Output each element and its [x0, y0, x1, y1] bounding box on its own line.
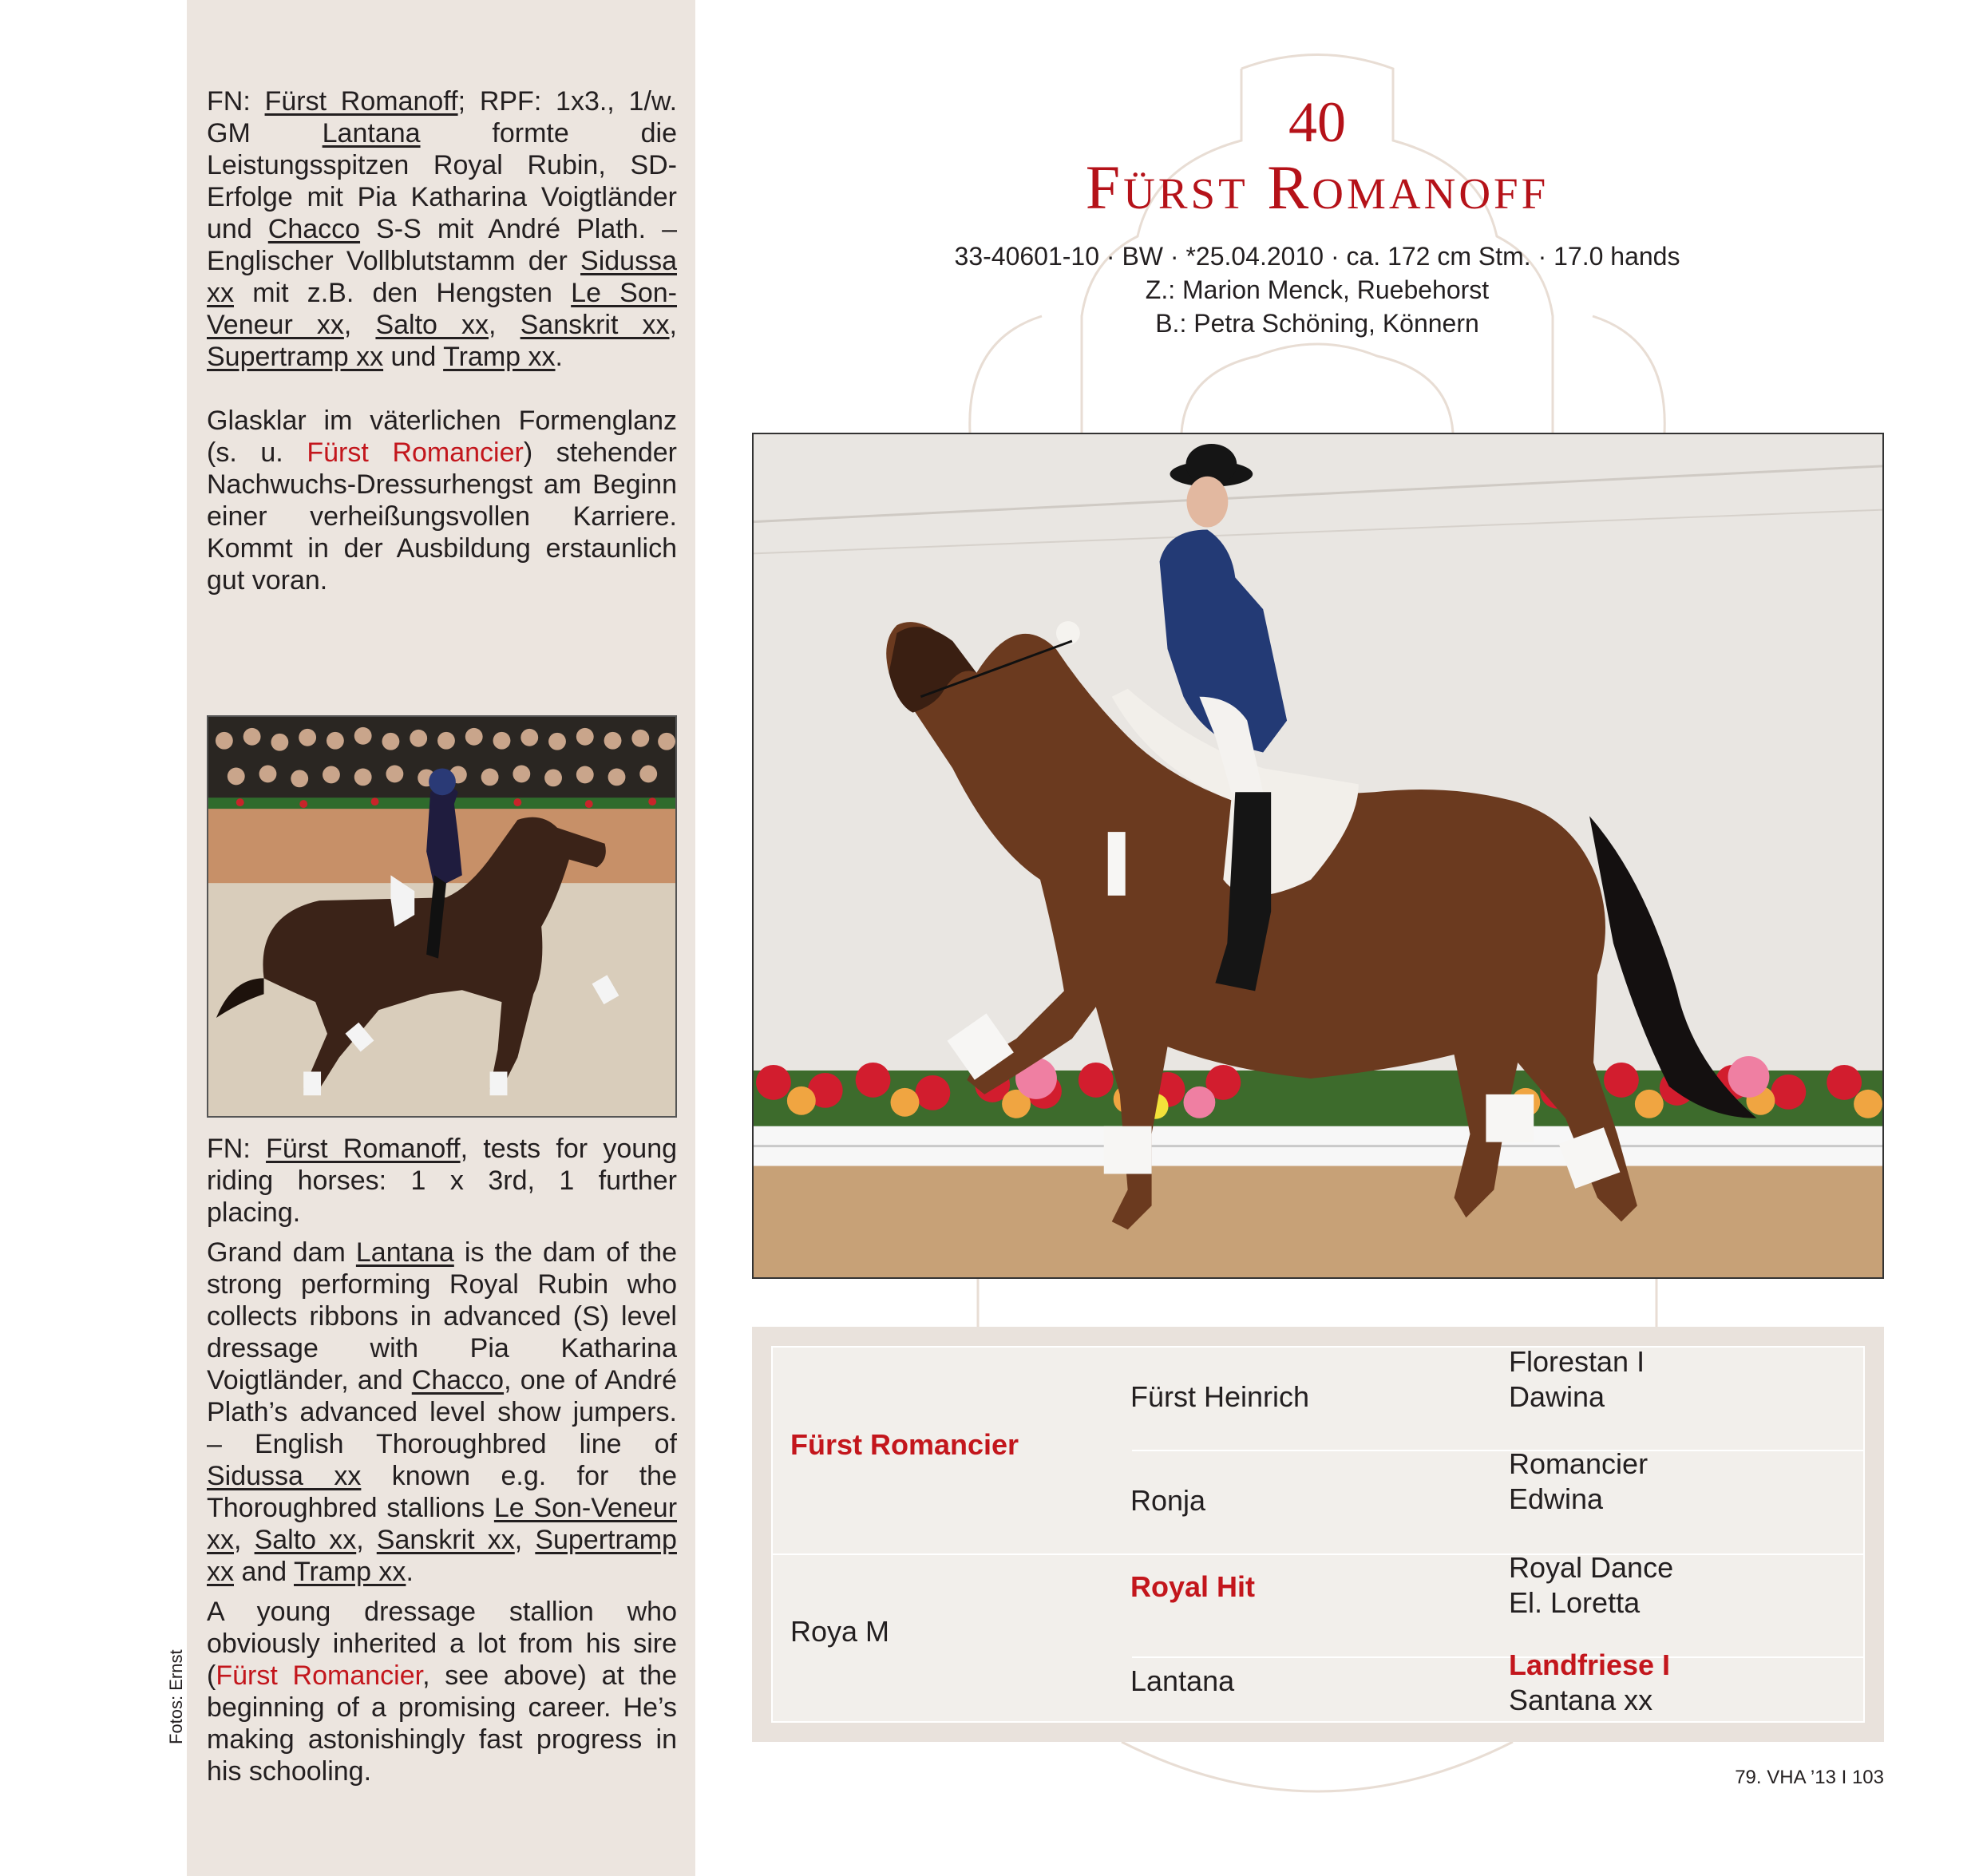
english-paragraph: [207, 1133, 677, 1229]
horse-name: Fürst Romanoff: [1085, 152, 1550, 222]
registration-line: 33-40601-10 · BW · *25.04.2010 · ca. 172 cm Stm. · 17.0 hands: [954, 242, 1680, 271]
highlighted-name: Fürst Romancier: [307, 437, 524, 468]
pedigree-g3: Romancier: [1509, 1447, 1649, 1480]
pedigree-g3: Edwina: [1509, 1482, 1604, 1515]
underlined-name: Tramp xx: [443, 342, 556, 372]
text-run: .: [406, 1557, 414, 1587]
english-paragraph: [207, 1596, 677, 1787]
secondary-photo: [207, 715, 677, 1118]
underlined-name: Supertramp xx: [207, 342, 384, 372]
text-run: Glasklar im väterlichen Formenglanz (s. u.: [207, 406, 677, 468]
text-run: formte die Leistungsspitzen Royal Rubin, SD-Erfolge mit Pia Katharina Voigtländer und: [207, 118, 678, 244]
text-run: FN:: [207, 1134, 267, 1164]
text-run: Grand dam: [207, 1237, 356, 1268]
underlined-name: Chacco: [411, 1365, 505, 1395]
text-run: ,: [514, 1525, 536, 1555]
pedigree-divider: [1132, 1450, 1863, 1451]
pedigree-g3: El. Loretta: [1509, 1586, 1641, 1619]
pedigree-g3: Dawina: [1509, 1380, 1605, 1413]
pedigree-g3: Landfriese I: [1509, 1648, 1671, 1681]
text-run: A young dressage stallion who obviously inherited a lot from his sire (: [207, 1597, 677, 1691]
english-description: [207, 1133, 677, 1787]
owner-line: B.: Petra Schöning, Könnern: [1155, 309, 1479, 338]
text-run: und: [383, 342, 444, 372]
pedigree-dam: Roya M: [790, 1615, 890, 1648]
underlined-name: Supertramp xx: [207, 1525, 677, 1587]
breeder-line: Z.: Marion Menck, Ruebehorst: [1145, 275, 1490, 304]
text-run: ,: [669, 310, 677, 340]
pedigree-divider: [773, 1553, 1863, 1555]
text-run: and: [234, 1557, 295, 1587]
pedigree-table: [771, 1346, 1865, 1723]
underlined-name: Le Son-Veneur xx: [207, 278, 677, 340]
german-paragraph: [207, 85, 677, 373]
underlined-name: Chacco: [267, 214, 361, 244]
text-run: ,: [234, 1525, 255, 1555]
text-run: is the dam of the strong performing Royal Rubin who collects ribbons in advanced (S) level dressage with Pia Katharina Voigtländer, and: [207, 1237, 678, 1395]
text-run: mit z.B. den Hengsten: [234, 278, 572, 308]
pedigree-divider: [1132, 1656, 1863, 1658]
underlined-name: Salto xx: [375, 310, 489, 340]
german-description: [207, 85, 677, 596]
text-run: ) stehender Nachwuchs-Dressurhengst am Beginn einer verheißungsvollen Karriere. Kommt in der Ausbildung erstaunlich gut voran.: [207, 437, 677, 596]
pedigree-dam-dam: Lantana: [1130, 1664, 1235, 1697]
pedigree-sire-sire: Fürst Heinrich: [1130, 1380, 1310, 1413]
english-paragraph: [207, 1237, 677, 1588]
text-run: FN:: [207, 86, 265, 117]
text-run: ,: [356, 1525, 377, 1555]
underlined-name: Lantana: [322, 118, 421, 148]
pedigree-g3: Florestan I: [1509, 1345, 1645, 1378]
underlined-name: Fürst Romanoff: [266, 1134, 461, 1164]
underlined-name: Sanskrit xx: [520, 310, 670, 340]
main-horse-photo: [752, 433, 1884, 1279]
text-run: ,: [343, 310, 376, 340]
underlined-name: Salto xx: [254, 1525, 357, 1555]
underlined-name: Lantana: [355, 1237, 454, 1268]
lot-number: 40: [1288, 90, 1346, 154]
pedigree-sire: Fürst Romancier: [790, 1428, 1019, 1461]
text-run: , see above) at the beginning of a promising career. He’s making astonishingly fast progress in his schooling.: [207, 1660, 677, 1787]
underlined-name: Le Son-Veneur xx: [207, 1493, 678, 1555]
underlined-name: Sidussa xx: [207, 1461, 362, 1491]
pedigree-g3: Royal Dance: [1509, 1551, 1674, 1584]
underlined-name: Sanskrit xx: [376, 1525, 515, 1555]
pedigree-dam-sire: Royal Hit: [1130, 1570, 1256, 1603]
underlined-name: Sidussa xx: [207, 246, 677, 308]
photo-credit: Fotos: Ernst: [166, 1649, 186, 1744]
text-run: , tests for young riding horses: 1 x 3rd, 1 further placing.: [207, 1134, 678, 1228]
pedigree-g3: Santana xx: [1509, 1684, 1653, 1716]
text-run: S-S mit André Plath. – Englischer Vollblutstamm der: [207, 214, 677, 276]
text-run: .: [555, 342, 563, 372]
pedigree-sire-dam: Ronja: [1130, 1484, 1206, 1517]
german-paragraph: [207, 405, 677, 596]
text-run: ; RPF: 1x3., 1/w. GM: [207, 86, 678, 148]
text-run: , one of André Plath’s advanced level show jumpers. – English Thoroughbred line of: [207, 1365, 677, 1459]
underlined-name: Tramp xx: [294, 1557, 406, 1587]
text-run: known e.g. for the Thoroughbred stallions: [207, 1461, 677, 1523]
page-folio: 79. VHA ’13 I 103: [1735, 1767, 1884, 1788]
text-run: ,: [489, 310, 520, 340]
highlighted-name: Fürst Romancier: [216, 1660, 423, 1691]
underlined-name: Fürst Romanoff: [264, 86, 458, 117]
